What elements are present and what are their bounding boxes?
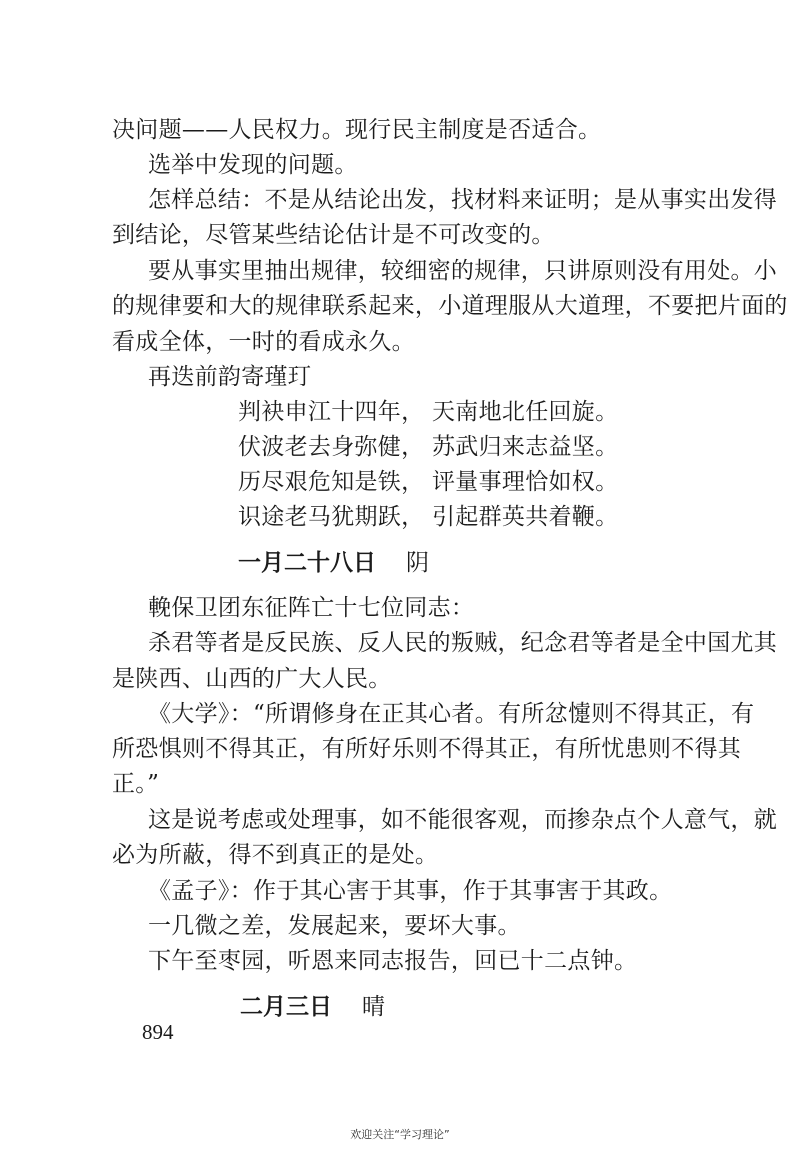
page-number: 894: [142, 1020, 174, 1044]
text-line: 要从事实里抽出规律，较细密的规律，只讲原则没有用处。小: [148, 258, 778, 284]
text-line: 正。”: [112, 771, 160, 797]
text-line: 必为所蔽，得不到真正的是处。: [112, 842, 439, 868]
entry-date: 一月二十八日: [238, 550, 376, 576]
poem-title: 再迭前韵寄瑾玎: [148, 364, 312, 390]
text-line: 到结论，尽管某些结论估计是不可改变的。: [112, 222, 555, 248]
poem-verse: 天南地北任回旋。: [432, 399, 619, 425]
poem-verse: 评量事理恰如权。: [432, 469, 619, 495]
footer-note: 欢迎关注“学习理论”: [350, 1128, 450, 1141]
poem-verse: 苏武归来志益坚。: [432, 434, 619, 460]
entry-weather: 阴: [406, 550, 429, 576]
diary-entry-heading: [238, 548, 429, 578]
text-line: 这是说考虑或处理事，如不能很客观，而掺杂点个人意气，就: [148, 807, 778, 833]
text-line: 下午至枣园，听恩来同志报告，回已十二点钟。: [148, 948, 638, 974]
poem-verse: 历尽艰危知是铁，: [238, 469, 425, 495]
poem-verse: 识途老马犹期跃，: [238, 504, 425, 530]
text-line: 决问题——人民权力。现行民主制度是否适合。: [112, 117, 602, 143]
text-line: 一几微之差，发展起来，要坏大事。: [148, 913, 521, 939]
text-line: 怎样总结：不是从结论出发，找材料来证明；是从事实出发得: [148, 187, 778, 213]
poem-verse: 伏波老去身弥健，: [238, 434, 425, 460]
entry-weather: 晴: [362, 994, 385, 1020]
text-line: 是陕西、山西的广大人民。: [112, 666, 392, 692]
poem-verse: 判袂申江十四年，: [238, 399, 425, 425]
text-line: 选举中发现的问题。: [148, 152, 358, 178]
text-line: 輓保卫团东征阵亡十七位同志：: [148, 595, 475, 621]
text-line: 杀君等者是反民族、反人民的叛贼，纪念君等者是全中国尤其: [148, 630, 778, 656]
poem-verse: 引起群英共着鞭。: [432, 504, 619, 530]
text-line: 《孟子》：作于其心害于其事，作于其事害于其政。: [148, 878, 673, 904]
text-line: 看成全体，一时的看成永久。: [112, 329, 415, 355]
entry-date: 二月三日: [240, 994, 332, 1020]
text-line: 的规律要和大的规律联系起来，小道理服从大道理，不要把片面的: [112, 293, 788, 319]
text-line: 所恐惧则不得其正，有所好乐则不得其正，有所忧患则不得其: [112, 736, 742, 762]
text-line: 《大学》：“所谓修身在正其心者。有所忿懥则不得其正，有: [148, 701, 755, 727]
diary-entry-heading: [240, 992, 385, 1022]
